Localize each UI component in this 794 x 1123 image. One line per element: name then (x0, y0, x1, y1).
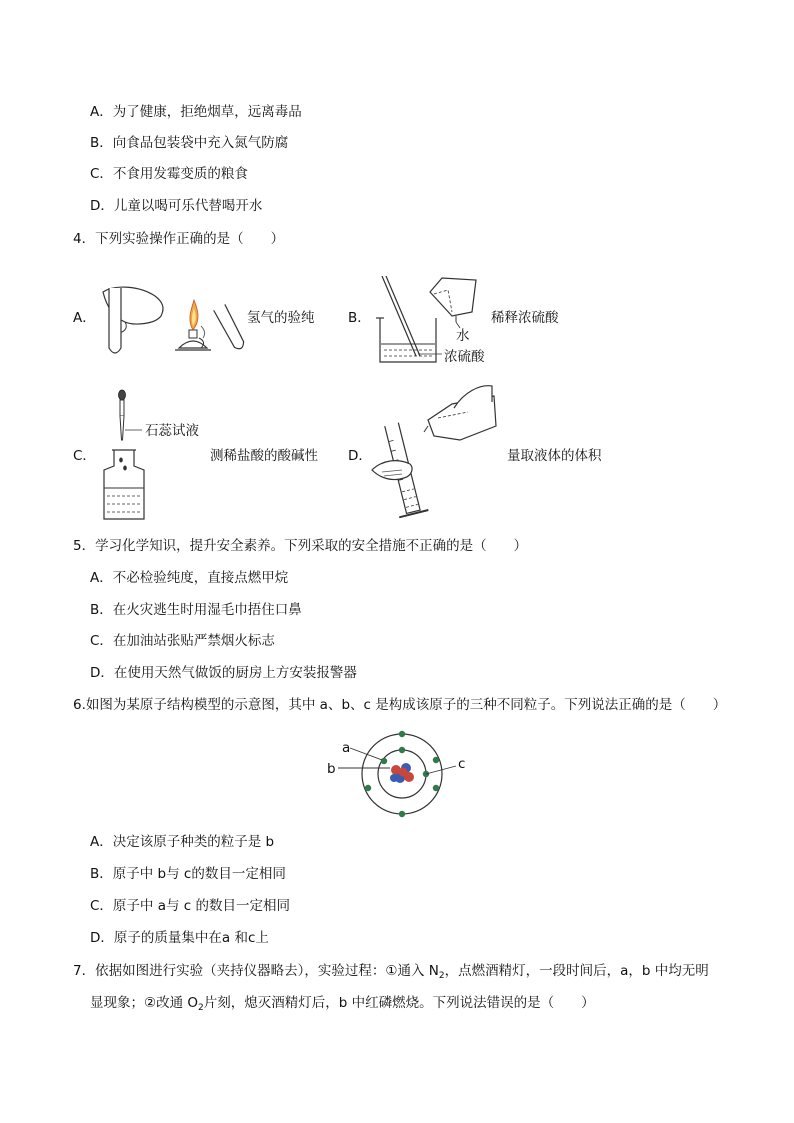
q4-option-c-indicator-label: 石蕊试液 (145, 423, 199, 439)
q4-stem: 4．下列实验操作正确的是（ ） (73, 231, 285, 247)
measure-liquid-volume-figure (368, 378, 508, 526)
q4-option-c-letter: C． (73, 448, 96, 464)
q5-option-d: D．在使用天然气做饭的厨房上方安装报警器 (90, 665, 357, 681)
q7-stem-line1 (73, 961, 709, 986)
q6-option-d: D．原子的质量集中在a 和c上 (90, 930, 269, 946)
q7-line2-pre: 显现象；②改通 O (90, 995, 199, 1011)
q4-option-b-water-label: 水 (456, 328, 470, 344)
q7-line2-post: 片刻，熄灭酒精灯后，b 中红磷燃烧。下列说法错误的是（ ） (203, 995, 595, 1011)
atom-label-c: c (458, 756, 466, 772)
q5-option-b: B．在火灾逃生时用湿毛巾捂住口鼻 (90, 602, 302, 618)
q5-stem: 5．学习化学知识，提升安全素养。下列采取的安全措施不正确的是（ ） (73, 538, 528, 554)
hydrogen-purity-test-figure (95, 278, 250, 363)
q4-option-a-caption: 氢气的验纯 (247, 310, 315, 326)
q7-line1-subscript: 2 (438, 971, 445, 981)
q3-option-a: A．为了健康，拒绝烟草，远离毒品 (90, 104, 302, 120)
q4-option-b-acid-label: 浓硫酸 (444, 349, 485, 365)
q4-option-a-letter: A． (73, 310, 96, 326)
q5-option-a: A．不必检验纯度，直接点燃甲烷 (90, 570, 289, 586)
q4-option-b-caption: 稀释浓硫酸 (491, 310, 559, 326)
q4-option-b-letter: B． (348, 310, 371, 326)
q5-option-c: C．在加油站张贴严禁烟火标志 (90, 633, 275, 649)
q4-option-c-caption: 测稀盐酸的酸碱性 (210, 448, 318, 464)
q4-option-d-caption: 量取液体的体积 (507, 448, 602, 464)
q7-line2-subscript: 2 (198, 1003, 204, 1013)
q6-option-c: C．原子中 a与 c 的数目一定相同 (90, 898, 290, 914)
q7-line1-post: ，点燃酒精灯，一段时间后，a，b 中均无明 (444, 963, 709, 979)
litmus-test-figure (98, 388, 150, 523)
q7-line1-pre: 7．依据如图进行实验（夹持仪器略去），实验过程：①通入 N (73, 963, 439, 979)
q6-stem: 6.如图为某原子结构模型的示意图，其中 a、b、c 是构成该原子的三种不同粒子。下列说法正确的是（ ） (73, 697, 727, 713)
q6-option-a: A．决定该原子种类的粒子是 b (90, 834, 275, 850)
q6-option-b: B．原子中 b与 c的数目一定相同 (90, 866, 286, 882)
q4-option-d-letter: D． (348, 448, 372, 464)
q7-stem-line2 (90, 993, 595, 1018)
q3-option-d: D．儿童以喝可乐代替喝开水 (90, 198, 263, 214)
atom-label-b: b (327, 761, 336, 777)
q3-option-b: B．向食品包装袋中充入氮气防腐 (90, 135, 289, 151)
atom-label-a: a (342, 740, 351, 756)
q3-option-c: C．不食用发霉变质的粮食 (90, 166, 248, 182)
